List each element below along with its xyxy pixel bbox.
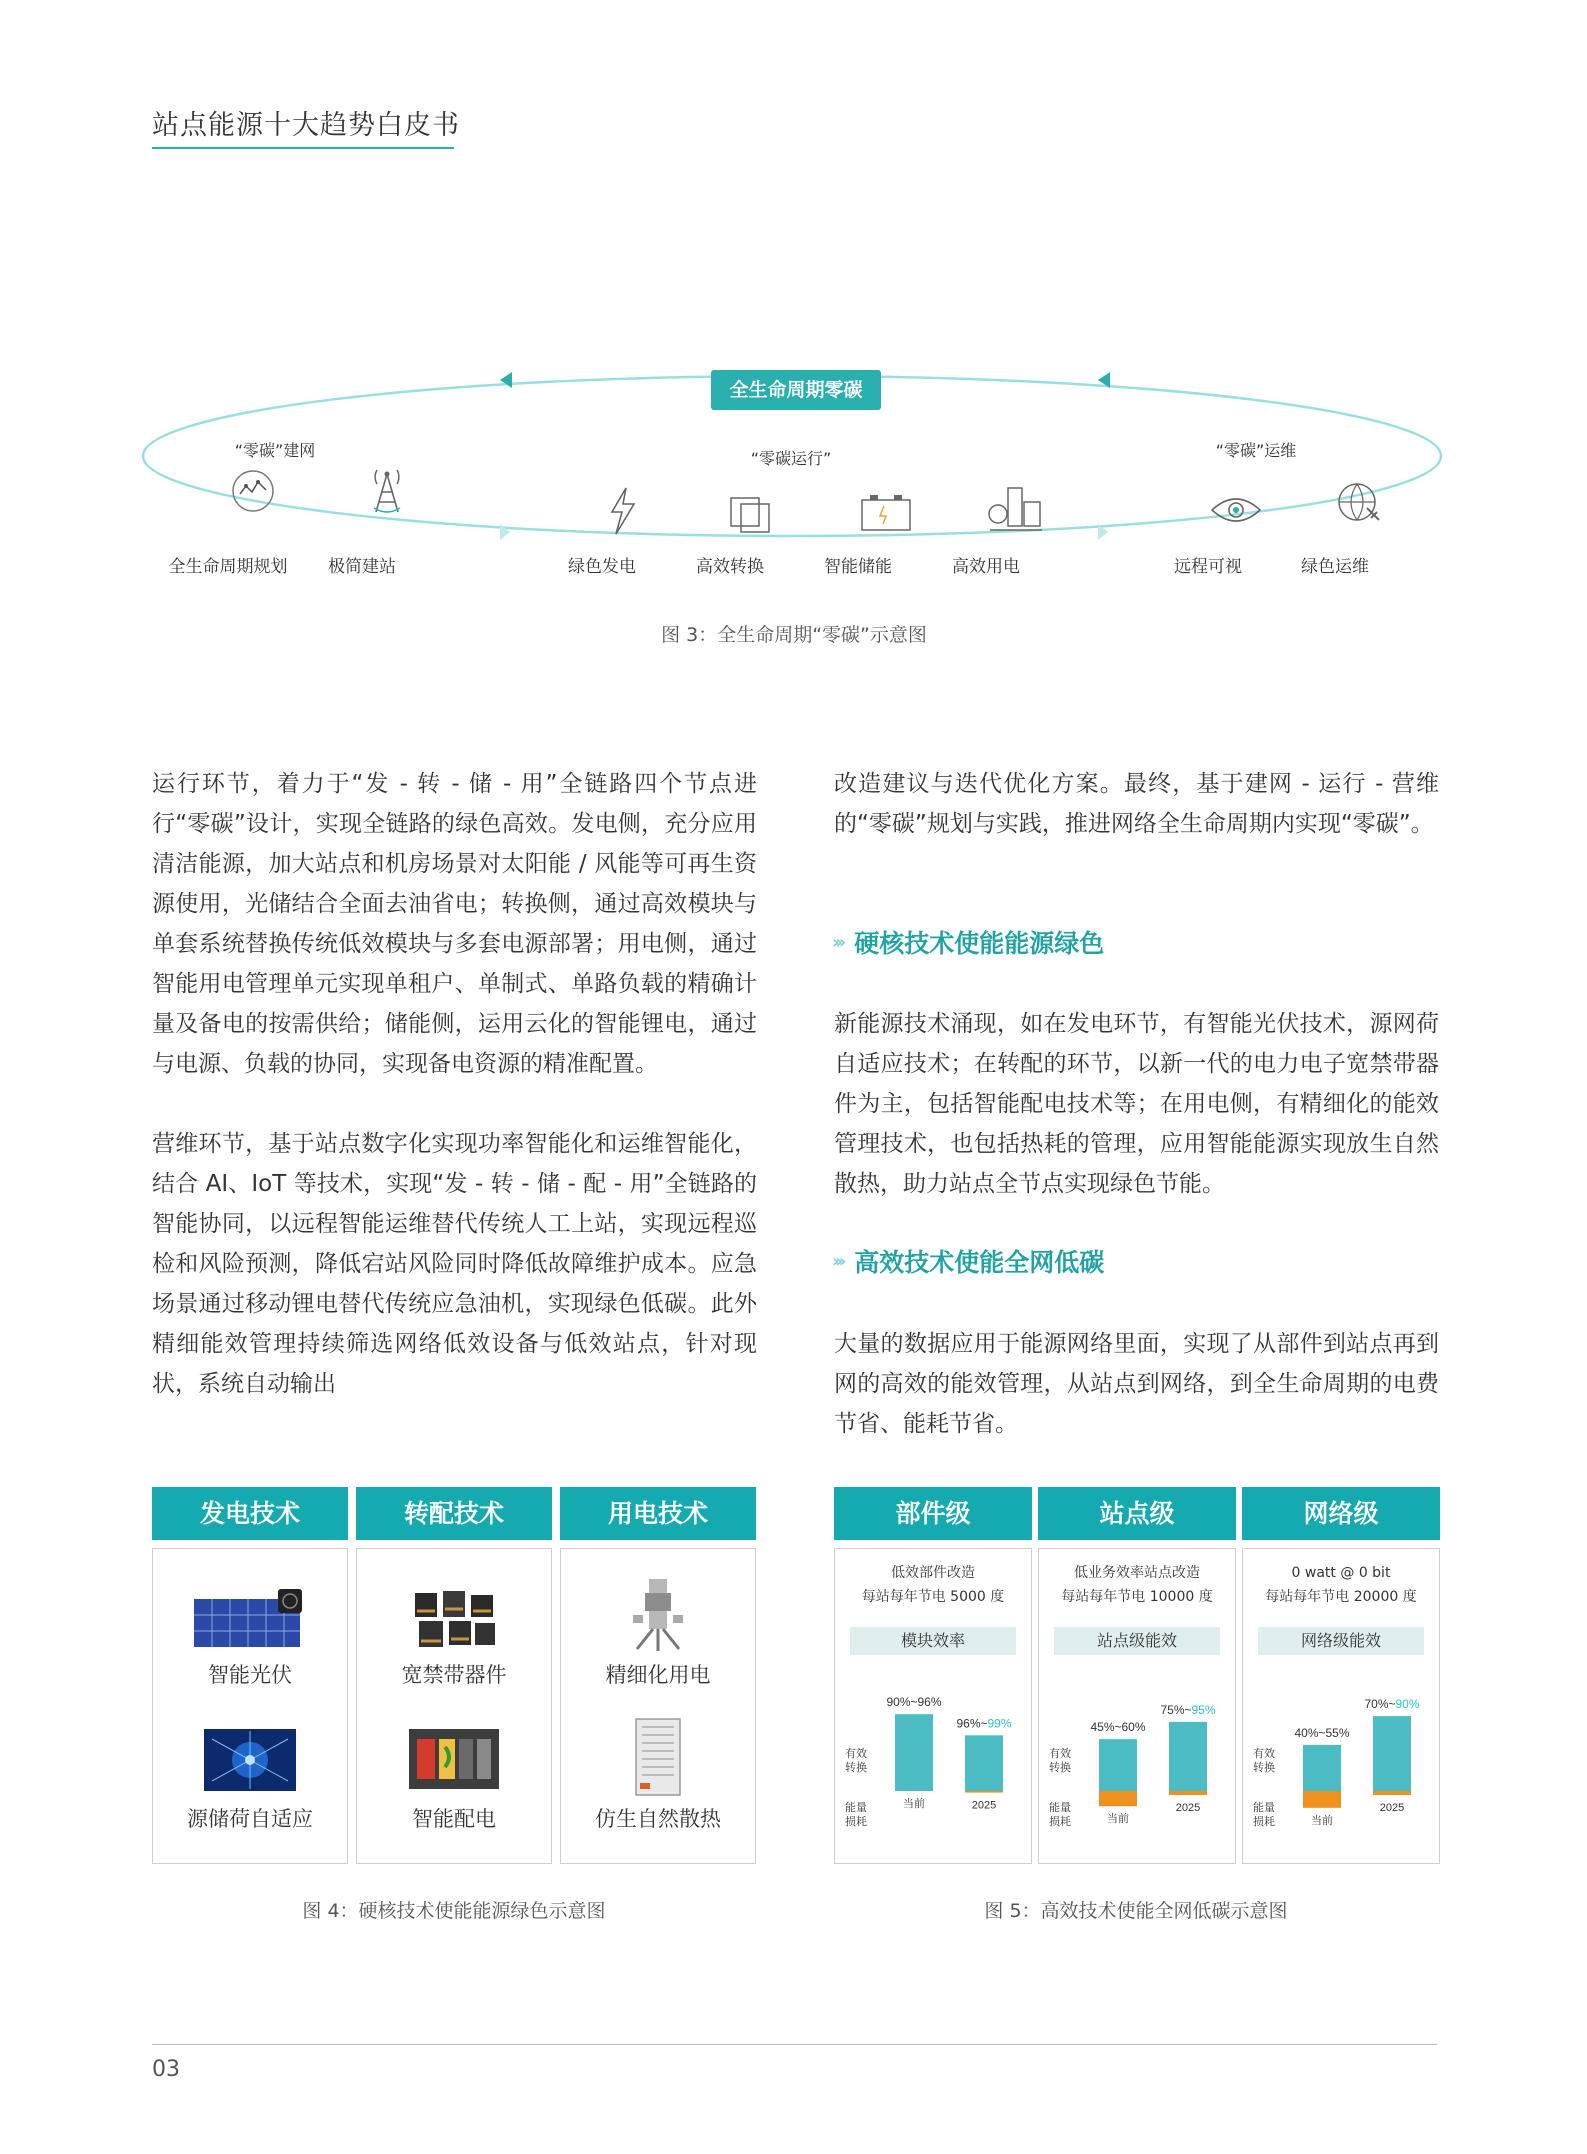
fig4-item-bionic-cooling: 仿生自然散热 xyxy=(595,1807,721,1831)
fig5-legend-effective: 转换 xyxy=(845,1762,867,1774)
header-rule xyxy=(152,147,454,149)
paragraph-data-application: 大量的数据应用于能源网络里面，实现了从部件到站点再到网的高效的能效管理，从站点到网络，到全生命周期的电费节省、能耗节省。 xyxy=(834,1331,1439,1437)
fig5-bar-2025-loss xyxy=(1169,1791,1207,1795)
fig5-legend-loss: 损耗 xyxy=(1049,1816,1071,1828)
fig5-desc-line1: 低业务效率站点改造 xyxy=(1074,1565,1200,1581)
fig5-desc xyxy=(1243,1561,1439,1609)
smart-distribution-icon xyxy=(409,1729,499,1793)
fig5-legend-loss: 损耗 xyxy=(1253,1816,1275,1828)
fig4-card-usage xyxy=(560,1548,756,1864)
item-remote-view: 远程可视 xyxy=(1174,557,1242,577)
chevron-icon: ››› xyxy=(832,1250,843,1272)
right-column-mid xyxy=(834,1004,1439,1204)
item-green-generation: 绿色发电 xyxy=(568,557,636,577)
fig5-legend-loss: 能量 xyxy=(1049,1802,1071,1814)
section-heading-text: 硬核技术使能能源绿色 xyxy=(854,929,1105,958)
footer-rule xyxy=(152,2044,1437,2045)
item-green-maintenance: 绿色运维 xyxy=(1301,557,1369,577)
fig4-header-generation: 发电技术 xyxy=(152,1487,348,1540)
fig5-legend-loss: 能量 xyxy=(845,1802,867,1814)
fig5-value-2025: 75%~95% xyxy=(1160,1702,1216,1717)
fig4-header-conversion: 转配技术 xyxy=(356,1487,552,1540)
fig5-header-network: 网络级 xyxy=(1242,1487,1440,1540)
natural-cooling-cabinet-icon xyxy=(632,1717,684,1801)
fig5-xlabel-current: 当前 xyxy=(903,1798,925,1810)
fig5-desc-line2: 每站每年节电 5000 度 xyxy=(861,1589,1005,1605)
fig5-xlabel-2025: 2025 xyxy=(971,1799,997,1812)
fig5-header-site: 站点级 xyxy=(1038,1487,1236,1540)
fig5-value-current: 40%~55% xyxy=(1294,1725,1350,1740)
solar-panel-icon xyxy=(192,1589,308,1653)
fig5-value-2025: 96%~99% xyxy=(956,1716,1012,1731)
fig5-xlabel-2025: 2025 xyxy=(1379,1802,1405,1814)
fig5-bar-chart xyxy=(835,1661,1033,1861)
paragraph-maintenance: 营维环节，基于站点数字化实现功率智能化和运维智能化，结合 AI、IoT 等技术，实现“发 - 转 - 储 - 配 - 用”全链路的智能协同，以远程智能运维替代传统人工上站，实现远程巡检和风险预测，降低宕站风险同时降低故障维护成本。应急场景通过移动锂电替代传统应急油机，实现绿色低碳。此外精细能效管理持续筛选网络低效设备与低效站点，针对现状，系统自动输出 xyxy=(152,1131,757,1397)
fig4-item-wide-bandgap: 宽禁带器件 xyxy=(401,1663,507,1687)
network-grid-icon xyxy=(204,1729,296,1795)
fig5-value-current: 45%~60% xyxy=(1090,1720,1146,1735)
fig4-card-conversion xyxy=(356,1548,552,1864)
fig5-desc-line2: 每站每年节电 20000 度 xyxy=(1265,1589,1417,1605)
phase-build: “零碳”建网 xyxy=(234,441,316,460)
fig5-bar-2025-effective xyxy=(965,1735,1003,1791)
figure5-caption: 图 5：高效技术使能全网低碳示意图 xyxy=(984,1900,1288,1922)
right-column-top xyxy=(834,764,1439,844)
fig4-item-smart-distribution: 智能配电 xyxy=(412,1807,496,1831)
fig5-legend-effective: 转换 xyxy=(1253,1762,1275,1774)
arrow-right-icon xyxy=(500,524,510,540)
item-smart-storage: 智能储能 xyxy=(824,557,892,577)
fig5-bar-current-loss xyxy=(1303,1791,1341,1808)
fig5-bar-current-loss xyxy=(1099,1791,1137,1806)
fig5-legend-effective: 有效 xyxy=(1049,1748,1071,1760)
fig4-item-source-storage-load: 源储荷自适应 xyxy=(187,1807,313,1831)
paragraph-new-energy: 新能源技术涌现，如在发电环节，有智能光伏技术，源网荷自适应技术；在转配的环节，以新一代的电力电子宽禁带器件为主，包括智能配电技术等；在用电侧，有精细化的能效管理技术，也包括热耗的管理，应用智能能源实现放生自然散热，助力站点全节点实现绿色节能。 xyxy=(834,1011,1439,1197)
fig5-subtitle: 模块效率 xyxy=(850,1627,1016,1655)
fig5-value-current: 90%~96% xyxy=(886,1695,942,1710)
fig5-legend-effective: 有效 xyxy=(1253,1748,1275,1760)
fig5-xlabel-current: 当前 xyxy=(1107,1813,1129,1826)
fig4-card-generation xyxy=(152,1548,348,1864)
fig5-card-site xyxy=(1038,1548,1236,1864)
fig5-bar-2025-loss xyxy=(1373,1791,1411,1795)
fig5-bar-current-effective xyxy=(1099,1739,1137,1791)
fig5-card-network xyxy=(1242,1548,1440,1864)
section-heading-efficient-tech xyxy=(832,1243,1104,1279)
fig5-header-component: 部件级 xyxy=(834,1487,1032,1540)
phase-maintain: “零碳”运维 xyxy=(1215,441,1297,460)
item-efficient-conversion: 高效转换 xyxy=(696,557,764,577)
chevron-icon: ››› xyxy=(832,931,843,953)
fig5-bar-current-effective xyxy=(895,1714,933,1791)
paragraph-continuation: 改造建议与迭代优化方案。最终，基于建网 - 运行 - 营维的“零碳”规划与实践，推进网络全生命周期内实现“零碳”。 xyxy=(834,771,1439,837)
precision-usage-device-icon xyxy=(623,1575,693,1659)
paragraph-operation: 运行环节，着力于“发 - 转 - 储 - 用”全链路四个节点进行“零碳”设计，实现全链路的绿色高效。发电侧，充分应用清洁能源，加大站点和机房场景对太阳能 / 风能等可再生资源使用，光储结合全面去油省电；转换侧，通过高效模块与单套系统替换传统低效模块与多套电源部署；用电侧，通过智能用电管理单元实现单租户、单制式、单路负载的精确计量及备电的按需供给；储能侧，运用云化的智能锂电，通过与电源、负载的协同，实现备电资源的精准配置。 xyxy=(152,771,757,1077)
fig5-desc-line2: 每站每年节电 10000 度 xyxy=(1061,1589,1213,1605)
fig5-value-2025: 70%~90% xyxy=(1364,1697,1420,1712)
fig4-item-precision-usage: 精细化用电 xyxy=(605,1663,711,1687)
document-header-title: 站点能源十大趋势白皮书 xyxy=(152,110,460,141)
fig5-subtitle: 站点级能效 xyxy=(1054,1627,1220,1655)
figure4-caption: 图 4：硬核技术使能能源绿色示意图 xyxy=(302,1900,606,1922)
fig5-desc-line1: 低效部件改造 xyxy=(891,1565,975,1581)
fig4-item-smart-pv: 智能光伏 xyxy=(208,1663,292,1687)
fig5-subtitle: 网络级能效 xyxy=(1258,1627,1424,1655)
fig5-desc xyxy=(1039,1561,1235,1609)
fig5-legend-loss: 损耗 xyxy=(845,1816,867,1828)
item-efficient-usage: 高效用电 xyxy=(952,557,1020,577)
fig5-bar-chart xyxy=(1243,1661,1441,1861)
wide-bandgap-device-icon xyxy=(409,1587,499,1655)
fig5-xlabel-current: 当前 xyxy=(1311,1814,1333,1827)
section-heading-text: 高效技术使能全网低碳 xyxy=(854,1248,1105,1277)
fig5-xlabel-2025: 2025 xyxy=(1175,1802,1201,1814)
fig5-desc xyxy=(835,1561,1031,1609)
figure3-caption: 图 3：全生命周期“零碳”示意图 xyxy=(661,624,927,646)
fig5-bar-2025-effective xyxy=(1169,1722,1207,1791)
phase-operate: “零碳运行” xyxy=(750,449,832,468)
lifecycle-banner: 全生命周期零碳 xyxy=(711,370,881,410)
page-number: 03 xyxy=(152,2057,180,2082)
fig4-header-usage: 用电技术 xyxy=(560,1487,756,1540)
fig5-legend-loss: 能量 xyxy=(1253,1802,1275,1814)
fig5-legend-effective: 转换 xyxy=(1049,1762,1071,1774)
fig5-bar-current-effective xyxy=(1303,1745,1341,1791)
left-column xyxy=(152,764,757,1404)
fig5-desc-line1: 0 watt @ 0 bit xyxy=(1291,1565,1391,1581)
item-simple-site: 极简建站 xyxy=(328,557,396,577)
fig5-card-component xyxy=(834,1548,1032,1864)
fig5-legend-effective: 有效 xyxy=(845,1748,867,1760)
fig5-bar-2025-loss xyxy=(965,1791,1003,1793)
fig5-bar-chart xyxy=(1039,1661,1237,1861)
figure3-lifecycle-diagram xyxy=(140,360,1460,600)
item-lifecycle-planning: 全生命周期规划 xyxy=(168,557,288,577)
right-column-bottom xyxy=(834,1324,1439,1444)
section-heading-hardcore-tech xyxy=(832,924,1104,960)
fig5-bar-2025-effective xyxy=(1373,1716,1411,1791)
